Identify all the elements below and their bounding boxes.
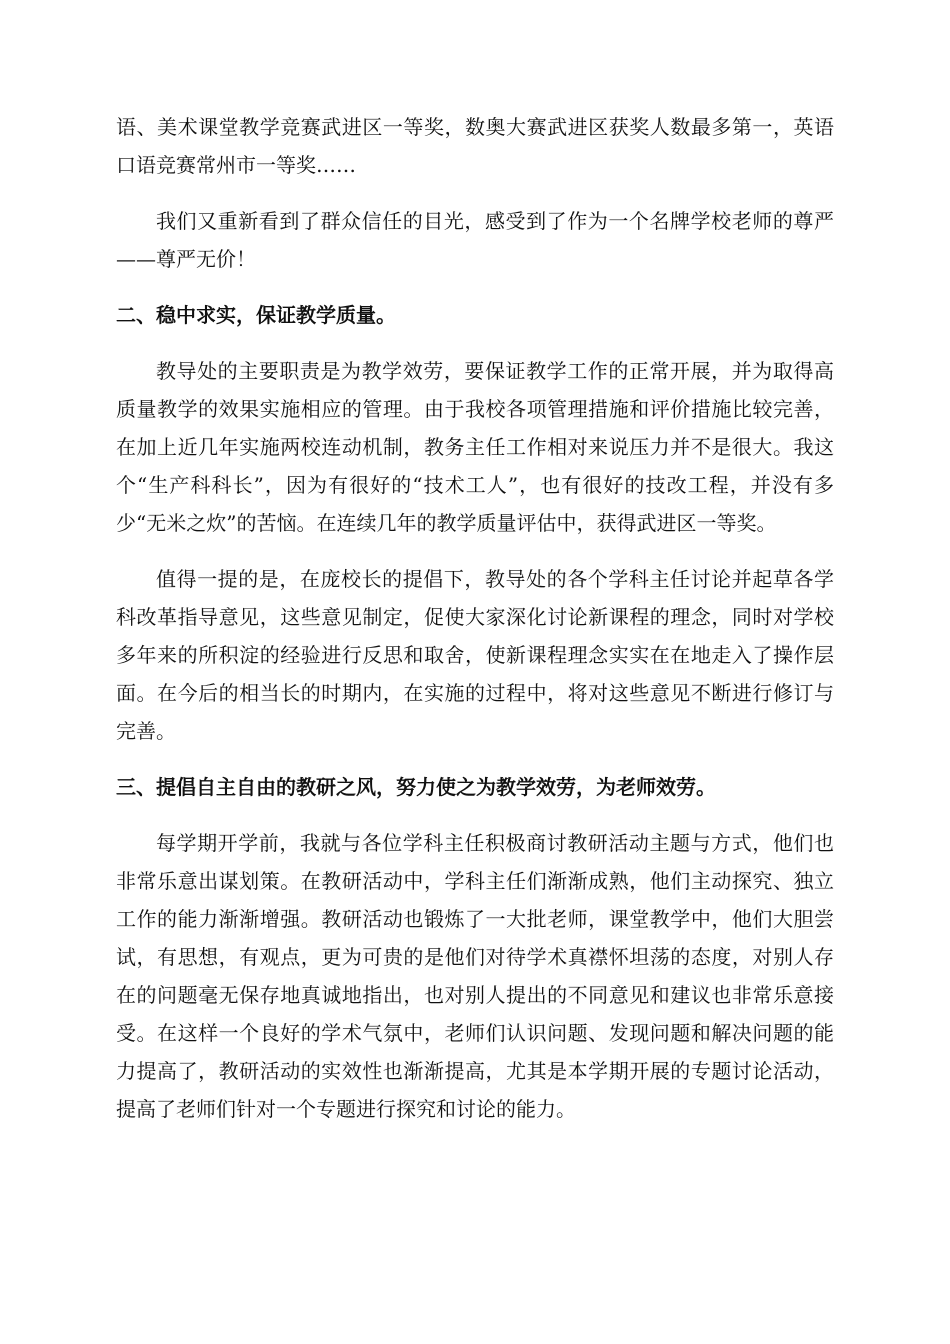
- section-heading-2: 二、稳中求实，保证教学质量。: [116, 303, 396, 327]
- paragraph-reform-guidance: 值得一提的是，在庞校长的提倡下，教导处的各个学科主任讨论并起草各学科改革指导意见，这些意见制定，促使大家深化讨论新课程的理念，同时对学校多年来的所积淀的经验进行反思和取舍，使新课程理念实实在在地走入了操作层面。在今后的相当长的时期内，在实施的过程中，将对这些意见不断进行修订与完善。: [116, 567, 834, 743]
- paragraph-teaching-quality: 教导处的主要职责是为教学效劳，要保证教学工作的正常开展，并为取得高质量教学的效果实施相应的管理。由于我校各项管理措施和评价措施比较完善，在加上近几年实施两校连动机制，教务主任工作相对来说压力并不是很大。我这个“生产科科长”，因为有很好的“技术工人”，也有很好的技改工程，并没有多少“无米之炊”的苦恼。在连续几年的教学质量评估中，获得武进区一等奖。: [116, 359, 834, 535]
- paragraph-teaching-research: 每学期开学前，我就与各位学科主任积极商讨教研活动主题与方式，他们也非常乐意出谋划策。在教研活动中，学科主任们渐渐成熟，他们主动探究、独立工作的能力渐渐增强。教研活动也锻炼了一大批老师，课堂教学中，他们大胆尝试，有思想，有观点，更为可贵的是他们对待学术真襟怀坦荡的态度，对别人存在的问题毫无保存地真诚地指出，也对别人提出的不同意见和建议也非常乐意接受。在这样一个良好的学术气氛中，老师们认识问题、发现问题和解决问题的能力提高了，教研活动的实效性也渐渐提高，尤其是本学期开展的专题讨论活动，提高了老师们针对一个专题进行探究和讨论的能力。: [116, 831, 834, 1121]
- paragraph-continued-awards: 语、美术课堂教学竞赛武进区一等奖，数奥大赛武进区获奖人数最多第一，英语口语竞赛常州市一等奖……: [116, 115, 834, 177]
- section-heading-3: 三、提倡自主自由的教研之风，努力使之为教学效劳，为老师效劳。: [116, 775, 716, 799]
- paragraph-dignity: 我们又重新看到了群众信任的目光，感受到了作为一个名牌学校老师的尊严——尊严无价！: [116, 209, 834, 271]
- document-body: [116, 108, 834, 1146]
